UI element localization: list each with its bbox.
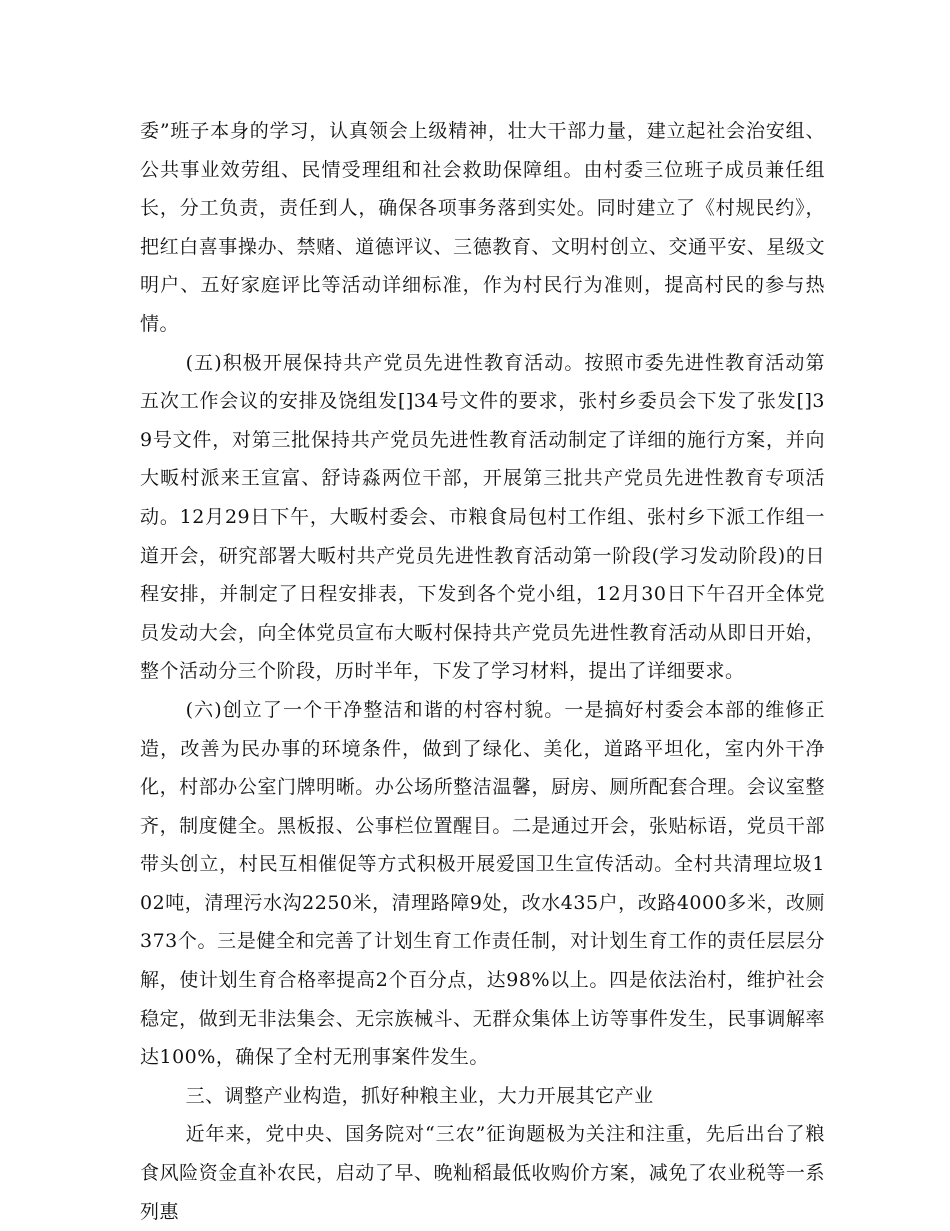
paragraph-continuation: 委”班子本身的学习，认真领会上级精神，壮大干部力量，建立起社会治安组、公共事业效劳组、民情受理组和社会救助保障组。由村委三位班子成员兼任组长，分工负责，责任到人，确保各项事务落到实处。同时建立了《村规民约》，把红白喜事操办、禁赌、道德评议、三德教育、文明村创立、交通平安、星级文明户、五好家庭评比等活动详细标准，作为村民行为准则，提高村民的参与热情。 bbox=[140, 120, 825, 335]
section-heading-three: 三、调整产业构造，抓好种粮主业，大力开展其它产业 bbox=[185, 1084, 654, 1107]
paragraph-section-five: (五)积极开展保持共产党员先进性教育活动。按照市委先进性教育活动第五次工作会议的安排及饶组发[]34号文件的要求，张村乡委员会下发了张发[]39号文件，对第三批保持共产党员先进性教育活动制定了详细的施行方案，并向大畈村派来王宣富、舒诗淼两位干部，开展第三批共产党员先进性教育专项活动。12月29日下午，大畈村委会、市粮食局包村工作组、张村乡下派工作组一道开会，研究部署大畈村共产党员先进性教育活动第一阶段(学习发动阶段)的日程安排，并制定了日程安排表，下发到各个党小组，12月30日下午召开全体党员发动大会，向全体党员宣布大畈村保持共产党员先进性教育活动从即日开始，整个活动分三个阶段，历时半年，下发了学习材料，提出了详细要求。 bbox=[140, 351, 825, 683]
paragraph-recent-years: 近年来，党中央、国务院对“三农”征询题极为关注和注重，先后出台了粮食风险资金直补农民，启动了早、晚籼稻最低收购价方案，减免了农业税等一系列惠 bbox=[140, 1123, 825, 1223]
paragraph-section-six: (六)创立了一个干净整洁和谐的村容村貌。一是搞好村委会本部的维修正造，改善为民办事的环境条件，做到了绿化、美化，道路平坦化，室内外干净化，村部办公室门牌明晰。办公场所整洁温馨，厨房、厕所配套合理。会议室整齐，制度健全。黑板报、公事栏位置醒目。二是通过开会，张贴标语，党员干部带头创立，村民互相催促等方式积极开展爱国卫生宣传活动。全村共清理垃圾102吨，清理污水沟2250米，清理路障9处，改水435户，改路4000多米，改厕373个。三是健全和完善了计划生育工作责任制，对计划生育工作的责任层层分解，使计划生育合格率提高2个百分点，达98%以上。四是依法治村，维护社会稳定，做到无非法集会、无宗族械斗、无群众集体上访等事件发生，民事调解率达100%，确保了全村无刑事案件发生。 bbox=[140, 698, 825, 1069]
document-body bbox=[140, 112, 825, 1231]
